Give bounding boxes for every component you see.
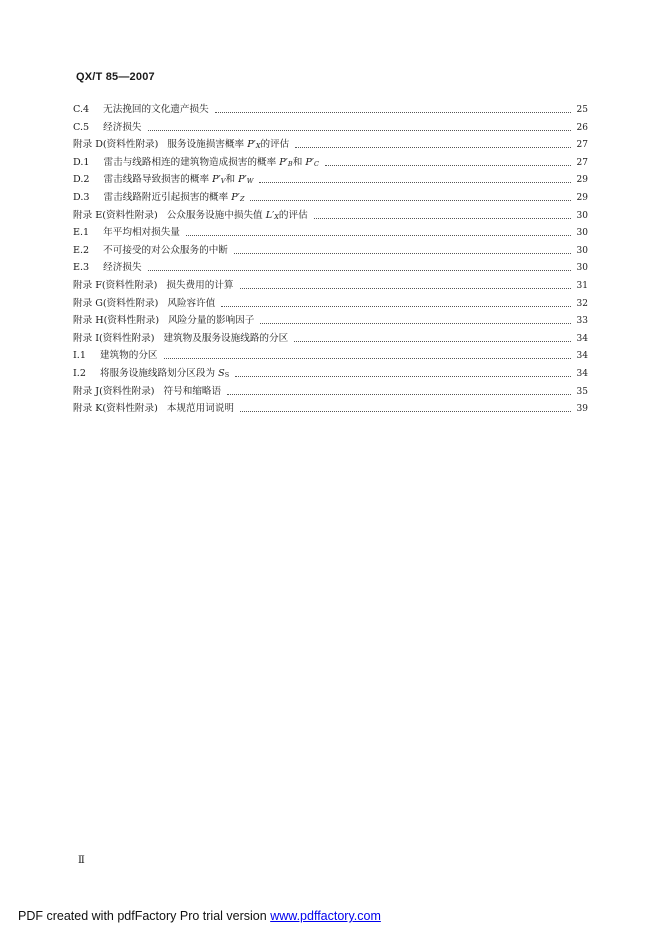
toc-entry-page: 29 — [576, 175, 588, 186]
toc-entry-page: 25 — [576, 105, 588, 115]
toc-entry[interactable] — [73, 383, 588, 401]
toc-dot-leader — [260, 312, 571, 324]
toc-entry-number: 附录 F(资料性附录) — [73, 279, 158, 291]
toc-entry-page: 30 — [576, 210, 588, 221]
pdf-watermark-banner — [18, 909, 381, 923]
toc-entry-title: 建筑物的分区 — [99, 350, 158, 362]
toc-dot-leader — [148, 259, 571, 271]
toc-entry-number: 附录 I(资料性附录) — [73, 332, 155, 344]
toc-entry[interactable] — [73, 277, 588, 295]
toc-dot-leader — [234, 242, 571, 254]
toc-entry-number: I.2 — [73, 367, 86, 379]
toc-entry-number: E.2 — [73, 244, 90, 256]
toc-entry-number: D.2 — [73, 174, 90, 186]
toc-entry-page: 27 — [576, 140, 588, 151]
toc-entry-title: 经济损失 — [103, 262, 142, 274]
toc-entry-page: 26 — [576, 122, 588, 133]
toc-entry-page: 29 — [576, 192, 588, 203]
toc-entry-number: E.3 — [73, 262, 90, 274]
toc-entry-title: 雷击线路导致损害的概率 $P'_V$和 $P'_W$ — [103, 174, 254, 186]
toc-dot-leader — [186, 224, 571, 236]
toc-dot-leader — [148, 119, 571, 131]
toc-entry-title: 本规范用词说明 — [166, 403, 235, 415]
toc-dot-leader — [250, 189, 571, 201]
toc-entry-page: 34 — [576, 351, 588, 362]
toc-entry-title: 符号和缩略语 — [163, 385, 222, 397]
toc-entry-page: 32 — [576, 298, 588, 309]
toc-entry-number: D.1 — [73, 156, 90, 168]
toc-entry-title: 公众服务设施中损失值 $L'_X$的评估 — [166, 209, 308, 221]
toc-entry[interactable] — [73, 207, 588, 225]
pdf-banner-text: PDF created with pdfFactory Pro trial version — [18, 909, 271, 923]
toc-entry-number: 附录 H(资料性附录) — [73, 315, 160, 327]
toc-entry[interactable] — [73, 365, 588, 383]
toc-entry-number: C.4 — [73, 104, 90, 115]
toc-entry-page: 31 — [576, 280, 588, 291]
pdffactory-link[interactable]: www.pdffactory.com — [270, 909, 381, 923]
table-of-contents — [73, 101, 588, 418]
toc-dot-leader — [295, 136, 571, 148]
toc-entry[interactable] — [73, 400, 588, 418]
toc-entry-number: 附录 G(资料性附录) — [73, 297, 159, 309]
toc-entry-number: 附录 D(资料性附录) — [73, 139, 159, 151]
page-number-roman: Ⅱ — [78, 855, 85, 866]
toc-dot-leader — [164, 347, 571, 359]
toc-entry[interactable] — [73, 136, 588, 154]
toc-entry[interactable] — [73, 295, 588, 313]
toc-entry[interactable] — [73, 189, 588, 207]
toc-entry[interactable] — [73, 119, 588, 137]
toc-entry-title: 不可接受的对公众服务的中断 — [103, 244, 228, 256]
toc-entry-title: 雷击线路附近引起损害的概率 $P'_Z$ — [103, 191, 245, 203]
toc-entry-title: 年平均相对损失量 — [103, 227, 180, 239]
toc-entry-title: 经济损失 — [103, 121, 142, 133]
toc-entry[interactable] — [73, 242, 588, 260]
toc-entry[interactable] — [73, 259, 588, 277]
toc-entry-page: 34 — [576, 368, 588, 379]
toc-entry-title: 雷击与线路相连的建筑物造成损害的概率 $P'_B$和 $P'_C$ — [103, 156, 319, 168]
toc-dot-leader — [294, 330, 571, 342]
toc-entry[interactable] — [73, 347, 588, 365]
toc-entry[interactable] — [73, 312, 588, 330]
toc-entry[interactable] — [73, 330, 588, 348]
toc-entry-page: 35 — [576, 386, 588, 397]
toc-entry-page: 30 — [576, 228, 588, 239]
document-code-header: QX/T 85—2007 — [76, 71, 155, 83]
toc-entry-page: 33 — [576, 316, 588, 327]
toc-entry-page: 27 — [576, 157, 588, 168]
toc-dot-leader — [240, 277, 571, 289]
toc-dot-leader — [325, 154, 571, 166]
toc-entry-page: 39 — [576, 404, 588, 415]
toc-entry-title: 风险容许值 — [167, 297, 216, 309]
toc-entry-title: 无法挽回的文化遗产损失 — [103, 104, 209, 115]
toc-entry-title: 将服务设施线路划分区段为 $S_S$ — [99, 367, 230, 379]
toc-entry-number: E.1 — [73, 227, 90, 239]
toc-entry-page: 30 — [576, 263, 588, 274]
toc-dot-leader — [215, 101, 571, 113]
toc-entry[interactable] — [73, 101, 588, 119]
toc-dot-leader — [314, 207, 571, 219]
toc-entry-title: 损失费用的计算 — [166, 279, 234, 291]
toc-dot-leader — [227, 383, 571, 395]
toc-entry[interactable] — [73, 224, 588, 242]
toc-dot-leader — [240, 400, 571, 412]
toc-dot-leader — [259, 171, 571, 183]
toc-entry-title: 建筑物及服务设施线路的分区 — [163, 332, 289, 344]
toc-entry-page: 30 — [576, 245, 588, 256]
toc-entry-page: 34 — [576, 333, 588, 344]
toc-entry-number: 附录 J(资料性附录) — [73, 385, 155, 397]
toc-entry-title: 风险分量的影响因子 — [168, 315, 255, 327]
toc-entry-number: D.3 — [73, 191, 90, 203]
toc-entry-number: I.1 — [73, 350, 86, 362]
toc-entry[interactable] — [73, 171, 588, 189]
toc-entry-title: 服务设施损害概率 $P'_X$的评估 — [167, 139, 290, 151]
toc-dot-leader — [235, 365, 571, 377]
toc-entry-number: C.5 — [73, 121, 90, 133]
toc-entry[interactable] — [73, 154, 588, 172]
toc-dot-leader — [221, 295, 571, 307]
toc-entry-number: 附录 K(资料性附录) — [73, 403, 158, 415]
toc-entry-number: 附录 E(资料性附录) — [73, 209, 158, 221]
